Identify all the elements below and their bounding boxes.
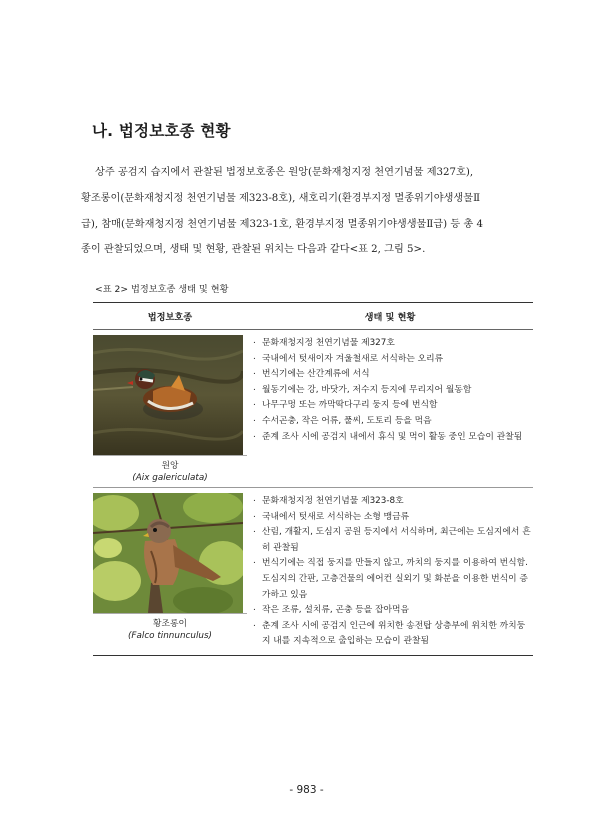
mandarin-duck-photo (93, 335, 243, 455)
ecology-item: . 문화재청지정 천연기념물 제323-8호 (253, 494, 533, 510)
page-number: - 983 - (289, 784, 324, 796)
paragraph-line: 상주 공검지 습지에서 관찰된 법정보호종은 원앙(문화재청지정 천연기념물 제327호), (95, 167, 474, 178)
ecology-item: . 산림, 개활지, 도심지 공원 등지에서 서식하며, 최근에는 도심지에서 흔히 관찰됨 (253, 525, 533, 556)
table-header-row (93, 303, 533, 330)
paragraph-line: 황조롱이(문화재청지정 천연기념물 제323-8호), 새호리기(환경부지정 멸종위기야생생물Ⅱ (81, 192, 481, 204)
section-heading: 나. 법정보호종 현황 (92, 122, 231, 140)
protected-species-table (93, 302, 533, 656)
table-row (93, 330, 533, 488)
species-korean-name: 원앙 (161, 461, 179, 471)
ecology-item: . 준계 조사 시에 공검지 내에서 휴식 및 먹이 활동 중인 모습이 관찰됨 (253, 430, 533, 446)
ecology-item: . 월동기에는 강, 바닷가, 저수지 등지에 무리지어 월동함 (253, 383, 533, 399)
ecology-item: . 춘계 조사 시에 공검지 인근에 위치한 송전탑 상층부에 위치한 까치둥지 내를 지속적으로 출입하는 모습이 관찰됨 (253, 619, 533, 650)
species-name-box (93, 455, 247, 487)
species-scientific-name: (Falco tinnunculus) (128, 631, 212, 641)
table-caption: <표 2> 법정보호종 생태 및 현황 (95, 284, 229, 295)
ecology-item: . 작은 조류, 설치류, 곤충 등을 잡아먹음 (253, 603, 533, 619)
paragraph-line: 종이 관찰되었으며, 생태 및 현황, 관찰된 위치는 다음과 같다<표 2, 그림 5>. (81, 244, 426, 256)
kestrel-photo (93, 493, 243, 613)
species-cell (93, 488, 247, 656)
species-scientific-name: (Aix galericulata) (132, 473, 208, 483)
ecology-list (253, 494, 533, 650)
ecology-item: . 수서곤충, 작은 어류, 풀씨, 도토리 등을 먹음 (253, 414, 533, 430)
ecology-item: . 나무구멍 또는 까막딱다구리 둥지 등에 번식함 (253, 398, 533, 414)
ecology-item: . 국내에서 텃새이자 겨울철새로 서식하는 오리류 (253, 352, 533, 368)
ecology-item: . 문화재청지정 천연기념물 제327호 (253, 336, 533, 352)
paragraph-line: 급), 참매(문화재청지정 천연기념물 제323-1호, 환경부지정 멸종위기야생생물Ⅱ급) 등 총 4 (81, 218, 483, 230)
ecology-item: . 국내에서 텃새로 서식하는 소형 맹금류 (253, 510, 533, 526)
ecology-item: . 번식기에는 직접 둥지를 만들지 않고, 까치의 둥지를 이용하여 번식함. 도심지의 간판, 고층건물의 에어컨 실외기 및 화분을 이용한 번식이 증가하고 있음 (253, 556, 533, 603)
species-korean-name: 황조롱이 (153, 619, 187, 629)
ecology-cell (247, 488, 533, 656)
header-ecology: 생태 및 현황 (247, 303, 533, 330)
ecology-cell (247, 330, 533, 488)
species-name-box (93, 613, 247, 645)
ecology-list (253, 336, 533, 445)
ecology-item: . 번식기에는 산간계류에 서식 (253, 367, 533, 383)
species-cell (93, 330, 247, 488)
header-species: 법정보호종 (93, 303, 247, 330)
intro-paragraph (81, 160, 537, 263)
table-row (93, 488, 533, 656)
